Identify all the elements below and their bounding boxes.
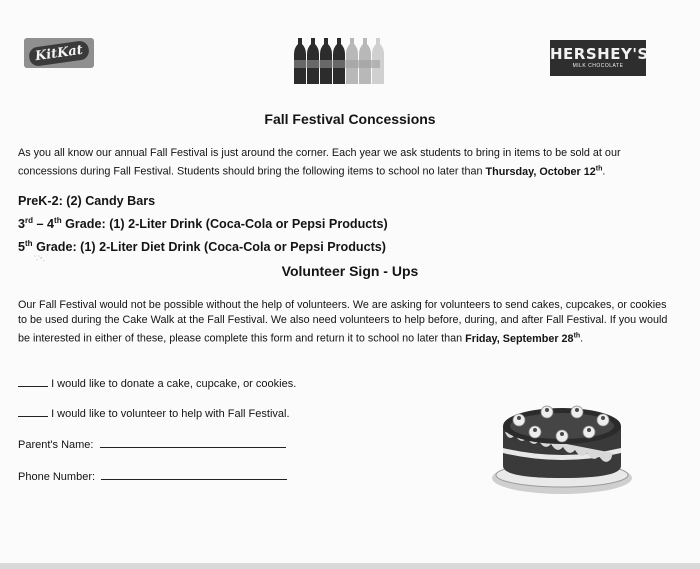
help-option-row — [18, 406, 290, 421]
list-item — [18, 234, 388, 257]
hersheys-sub-text: MILK CHOCOLATE — [572, 63, 624, 69]
concession-items-list — [18, 192, 388, 257]
volunteer-body-text: Our Fall Festival would not be possible without the help of volunteers. We are asking for volunteers to send cakes, cupcakes, or cookies to be used during the Cake Walk at the Fall Festival. We also need volunteers to help before, during, and after Fall Festival. If you would be interested in either of these, please complete this form and return it to school no later than — [18, 299, 668, 345]
volunteer-due-date-suffix: th — [573, 332, 581, 339]
donate-checkbox-blank[interactable] — [18, 376, 48, 387]
parent-name-field[interactable] — [100, 437, 286, 448]
donate-option-row — [18, 376, 296, 391]
grade-label — [18, 217, 106, 231]
grade-suffix: th — [54, 216, 62, 225]
item-text: (1) 2-Liter Drink (Coca-Cola or Pepsi Products) — [109, 217, 388, 232]
concessions-due-date-suffix: th — [595, 165, 603, 172]
concessions-intro-text: As you all know our annual Fall Festival is just around the corner. Each year we ask students to bring in items to be sold at our concessions during Fall Festival. Students should bring the following items to school no later than — [18, 147, 621, 178]
grade-suffix: rd — [25, 216, 34, 225]
volunteer-body — [18, 298, 668, 347]
volunteer-due-date-text: Friday, September 28 — [465, 332, 574, 345]
parent-name-label: Parent's Name: — [18, 439, 94, 451]
grade-label: PreK-2: — [18, 194, 63, 208]
grade-num: – 4 — [33, 217, 55, 232]
hersheys-logo — [550, 40, 649, 76]
kitkat-logo — [24, 38, 94, 68]
grade-num: 3 — [18, 217, 26, 232]
concessions-due-date-text: Thursday, October 12 — [485, 165, 596, 178]
grade-word: Grade: — [32, 240, 77, 255]
help-checkbox-blank[interactable] — [18, 406, 48, 417]
help-option-label: I would like to volunteer to help with Fall Festival. — [51, 408, 290, 420]
grade-word: Grade: — [61, 217, 106, 232]
grade-label — [18, 240, 77, 254]
volunteer-body-end: . — [580, 332, 584, 345]
phone-number-field[interactable] — [101, 469, 287, 480]
item-text: (2) Candy Bars — [66, 194, 156, 208]
item-text: (1) 2-Liter Diet Drink (Coca-Cola or Pepsi Products) — [80, 240, 386, 255]
concessions-intro-end: . — [602, 165, 606, 178]
concessions-title: Fall Festival Concessions — [264, 111, 436, 127]
volunteer-title: Volunteer Sign - Ups — [281, 263, 419, 279]
kitkat-logo-text: KitKat — [28, 39, 90, 66]
hersheys-brand-text: HERSHEY'S — [550, 45, 649, 63]
list-item — [18, 211, 388, 234]
phone-number-label: Phone Number: — [18, 471, 96, 483]
scan-smudge: ∵ꞏ. — [34, 253, 46, 263]
concessions-intro — [18, 146, 668, 180]
grade-num: 5 — [18, 240, 26, 255]
list-item — [18, 192, 388, 211]
parent-name-row — [18, 437, 286, 452]
donate-option-label: I would like to donate a cake, cupcake, or cookies. — [51, 378, 297, 390]
volunteer-due-date — [465, 333, 580, 345]
grade-suffix: th — [25, 239, 33, 249]
phone-number-row — [18, 469, 287, 484]
soda-bottles-icon — [292, 36, 384, 86]
concessions-due-date — [485, 165, 606, 178]
cake-icon — [489, 386, 635, 498]
